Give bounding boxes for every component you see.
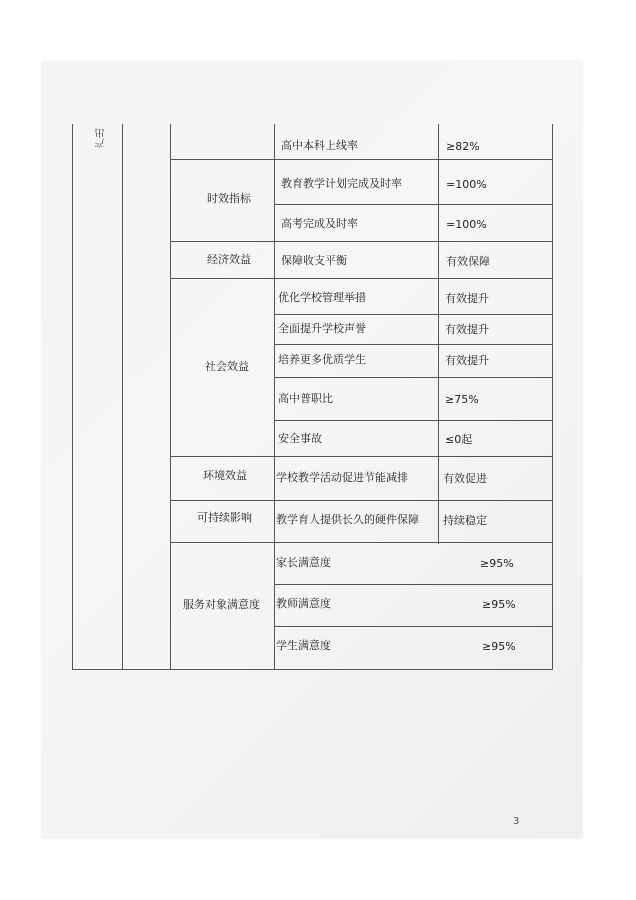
indicator-value: ≤0起 [445, 433, 473, 446]
row-divider [170, 241, 553, 242]
indicator-name: 优化学校管理举措 [278, 291, 366, 304]
indicator-name: 家长满意度 [276, 556, 331, 569]
indicator-name: 全面提升学校声誉 [278, 322, 366, 335]
indicator-name: 教师满意度 [276, 597, 331, 610]
row-divider [170, 278, 553, 279]
indicator-name: 高考完成及时率 [281, 217, 358, 230]
table-divider-col3 [274, 124, 275, 670]
table-border-right [552, 124, 553, 670]
side-category-label: 产出 [96, 128, 107, 148]
indicator-value: ≥95% [480, 557, 514, 570]
category-sustainable: 可持续影响 [197, 511, 252, 524]
table-divider-col1 [122, 124, 123, 670]
table-border-left [72, 124, 73, 670]
indicator-name: 教学育人提供长久的硬件保障 [276, 513, 419, 526]
indicator-value: =100% [446, 218, 487, 231]
indicator-name: 教育教学计划完成及时率 [281, 177, 402, 190]
indicator-value: =100% [446, 178, 487, 191]
category-environment: 环境效益 [203, 469, 247, 482]
indicator-value: ≥95% [482, 598, 516, 611]
indicator-value: ≥82% [446, 140, 480, 153]
row-divider [274, 377, 553, 378]
table-divider-col2 [170, 124, 171, 670]
indicator-value: 持续稳定 [443, 514, 487, 527]
row-divider [170, 542, 553, 543]
row-divider [274, 314, 553, 315]
category-social: 社会效益 [205, 360, 249, 373]
row-divider [170, 500, 553, 501]
row-divider [274, 420, 553, 421]
indicator-name: 学生满意度 [276, 639, 331, 652]
row-divider [274, 626, 553, 627]
indicator-value: 有效保障 [446, 255, 490, 268]
row-divider [170, 456, 553, 457]
indicator-name: 培养更多优质学生 [278, 353, 366, 366]
row-divider [170, 159, 553, 160]
category-satisfaction: 服务对象满意度 [183, 598, 260, 611]
row-divider [274, 204, 553, 205]
indicator-value: 有效提升 [445, 354, 489, 367]
category-timeliness: 时效指标 [207, 192, 251, 205]
indicator-value: 有效提升 [445, 292, 489, 305]
indicator-name: 高中普职比 [278, 392, 333, 405]
table-divider-col4 [438, 124, 439, 544]
table-border-bottom [72, 669, 553, 670]
indicator-name: 学校教学活动促进节能减排 [276, 471, 408, 484]
category-economic: 经济效益 [207, 253, 251, 266]
row-divider [274, 344, 553, 345]
page-number: 3 [513, 816, 520, 827]
indicator-name: 安全事故 [278, 432, 322, 445]
indicator-value: 有效提升 [445, 323, 489, 336]
indicator-value: 有效促进 [443, 472, 487, 485]
indicator-value: ≥75% [445, 393, 479, 406]
indicator-value: ≥95% [482, 640, 516, 653]
indicator-name: 高中本科上线率 [281, 139, 358, 152]
indicator-name: 保障收支平衡 [281, 254, 347, 267]
row-divider [274, 584, 553, 585]
